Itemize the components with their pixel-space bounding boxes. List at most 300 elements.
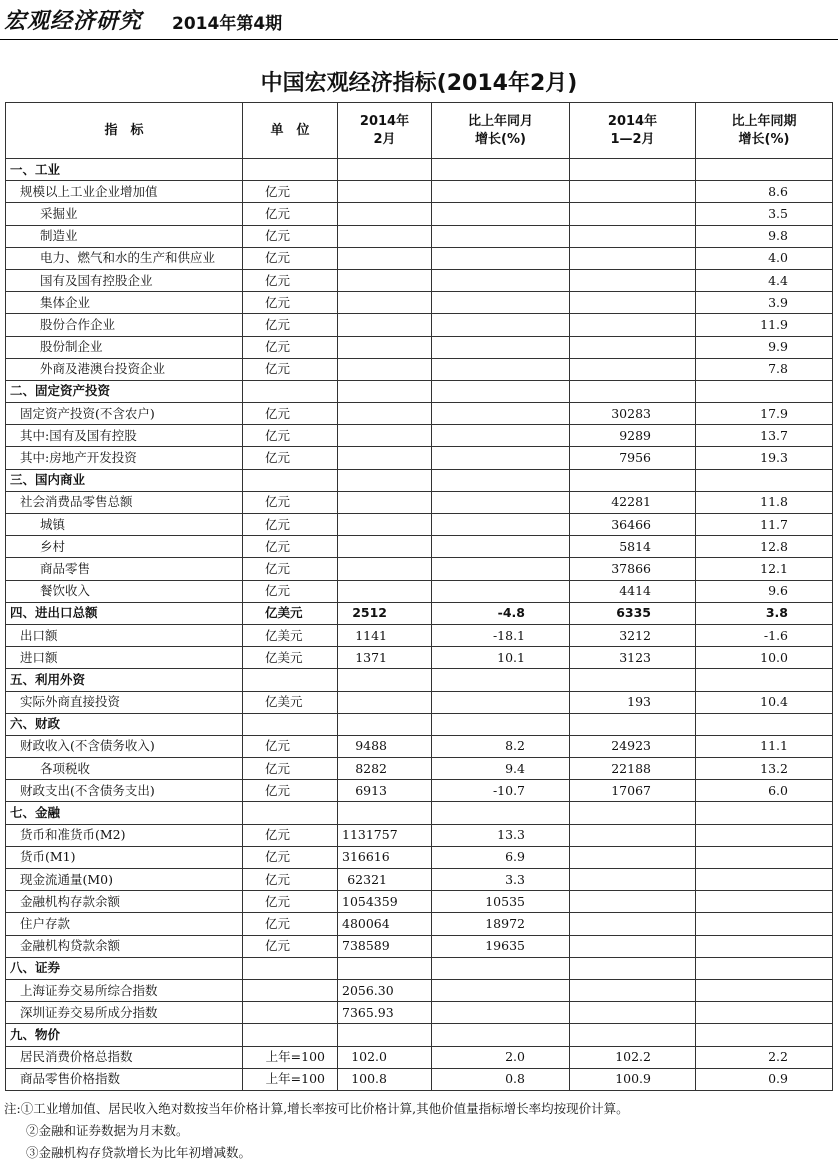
cumulative-value-cell: 9289 bbox=[570, 425, 696, 447]
unit-cell: 亿元 bbox=[243, 580, 338, 602]
table-row bbox=[6, 247, 833, 269]
month-yoy-cell: 3.3 bbox=[432, 869, 570, 891]
cumulative-value-cell bbox=[570, 869, 696, 891]
month-value-cell bbox=[338, 802, 432, 824]
cumulative-value-cell bbox=[570, 358, 696, 380]
page-header bbox=[0, 0, 838, 40]
indicator-cell: 六、财政 bbox=[6, 713, 243, 735]
unit-cell: 亿元 bbox=[243, 247, 338, 269]
cumulative-value-cell bbox=[570, 802, 696, 824]
cumulative-value-cell bbox=[570, 159, 696, 181]
table-row bbox=[6, 225, 833, 247]
notes bbox=[4, 1098, 834, 1164]
unit-cell bbox=[243, 669, 338, 691]
indicator-cell: 外商及港澳台投资企业 bbox=[6, 358, 243, 380]
indicator-cell: 居民消费价格总指数 bbox=[6, 1046, 243, 1068]
note-1: 注:①工业增加值、居民收入绝对数按当年价格计算,增长率按可比价格计算,其他价值量指标增长率均按现价计算。 bbox=[4, 1101, 629, 1116]
table-row bbox=[6, 824, 833, 846]
cumulative-yoy-cell: 9.8 bbox=[696, 225, 833, 247]
cumulative-value-cell: 42281 bbox=[570, 491, 696, 513]
indicator-cell: 各项税收 bbox=[6, 758, 243, 780]
col-header-indicator: 指 标 bbox=[6, 103, 243, 159]
indicator-cell: 国有及国有控股企业 bbox=[6, 269, 243, 291]
indicator-cell: 二、固定资产投资 bbox=[6, 380, 243, 402]
cumulative-value-cell bbox=[570, 314, 696, 336]
cumulative-value-cell: 17067 bbox=[570, 780, 696, 802]
month-value-cell bbox=[338, 558, 432, 580]
cumulative-yoy-cell bbox=[696, 802, 833, 824]
month-yoy-cell bbox=[432, 247, 570, 269]
cumulative-yoy-cell: 17.9 bbox=[696, 403, 833, 425]
month-value-cell bbox=[338, 203, 432, 225]
section-row bbox=[6, 602, 833, 624]
unit-cell: 亿元 bbox=[243, 846, 338, 868]
month-value-cell bbox=[338, 580, 432, 602]
indicator-cell: 上海证券交易所综合指数 bbox=[6, 979, 243, 1001]
month-yoy-cell bbox=[432, 447, 570, 469]
unit-cell: 亿元 bbox=[243, 891, 338, 913]
unit-cell bbox=[243, 802, 338, 824]
month-yoy-cell: 8.2 bbox=[432, 735, 570, 757]
cumulative-yoy-cell: 10.0 bbox=[696, 647, 833, 669]
cumulative-yoy-cell: 11.8 bbox=[696, 491, 833, 513]
table-row bbox=[6, 913, 833, 935]
month-value-cell: 100.8 bbox=[338, 1068, 432, 1090]
cumulative-yoy-cell bbox=[696, 380, 833, 402]
table-row bbox=[6, 935, 833, 957]
unit-cell: 上年=100 bbox=[243, 1068, 338, 1090]
cumulative-value-cell: 24923 bbox=[570, 735, 696, 757]
note-3: ③金融机构存贷款增长为比年初增减数。 bbox=[26, 1145, 252, 1160]
table-row bbox=[6, 558, 833, 580]
unit-cell: 亿元 bbox=[243, 225, 338, 247]
table-row bbox=[6, 580, 833, 602]
cumulative-value-cell bbox=[570, 957, 696, 979]
month-yoy-cell bbox=[432, 802, 570, 824]
month-yoy-cell bbox=[432, 159, 570, 181]
month-yoy-cell bbox=[432, 669, 570, 691]
month-yoy-cell bbox=[432, 425, 570, 447]
month-value-cell bbox=[338, 1024, 432, 1046]
header-row bbox=[6, 103, 833, 159]
month-value-cell bbox=[338, 469, 432, 491]
cumulative-value-cell: 7956 bbox=[570, 447, 696, 469]
table-row bbox=[6, 425, 833, 447]
indicator-cell: 货币和准货币(M2) bbox=[6, 824, 243, 846]
journal-name: 宏观经济研究 bbox=[4, 8, 143, 34]
unit-cell bbox=[243, 957, 338, 979]
month-value-cell bbox=[338, 514, 432, 536]
cumulative-yoy-cell: 9.6 bbox=[696, 580, 833, 602]
cumulative-value-cell bbox=[570, 1024, 696, 1046]
cumulative-value-cell bbox=[570, 247, 696, 269]
unit-cell bbox=[243, 713, 338, 735]
indicator-cell: 其中:房地产开发投资 bbox=[6, 447, 243, 469]
cumulative-yoy-cell bbox=[696, 159, 833, 181]
table-row bbox=[6, 780, 833, 802]
cumulative-yoy-cell: 11.7 bbox=[696, 514, 833, 536]
unit-cell bbox=[243, 380, 338, 402]
cumulative-value-cell bbox=[570, 469, 696, 491]
cumulative-yoy-cell: 4.4 bbox=[696, 269, 833, 291]
indicator-cell: 深圳证券交易所成分指数 bbox=[6, 1002, 243, 1024]
month-yoy-cell bbox=[432, 514, 570, 536]
month-value-cell: 1131757 bbox=[338, 824, 432, 846]
header-rule bbox=[0, 39, 838, 40]
cumulative-yoy-cell: 13.2 bbox=[696, 758, 833, 780]
month-value-cell: 480064 bbox=[338, 913, 432, 935]
cumulative-value-cell bbox=[570, 292, 696, 314]
unit-cell: 亿元 bbox=[243, 314, 338, 336]
unit-cell: 亿元 bbox=[243, 913, 338, 935]
issue-label: 2014年第4期 bbox=[172, 14, 283, 34]
unit-cell bbox=[243, 469, 338, 491]
cumulative-value-cell bbox=[570, 846, 696, 868]
unit-cell bbox=[243, 1002, 338, 1024]
cumulative-value-cell: 100.9 bbox=[570, 1068, 696, 1090]
month-yoy-cell bbox=[432, 979, 570, 1001]
month-value-cell bbox=[338, 225, 432, 247]
month-yoy-cell: 13.3 bbox=[432, 824, 570, 846]
indicator-cell: 商品零售 bbox=[6, 558, 243, 580]
cumulative-value-cell: 36466 bbox=[570, 514, 696, 536]
month-value-cell bbox=[338, 336, 432, 358]
table-row bbox=[6, 292, 833, 314]
indicator-cell: 集体企业 bbox=[6, 292, 243, 314]
unit-cell bbox=[243, 1024, 338, 1046]
table-row bbox=[6, 403, 833, 425]
cumulative-value-cell bbox=[570, 1002, 696, 1024]
unit-cell: 亿元 bbox=[243, 935, 338, 957]
cumulative-yoy-cell: -1.6 bbox=[696, 624, 833, 646]
month-yoy-cell: 18972 bbox=[432, 913, 570, 935]
indicator-cell: 规模以上工业企业增加值 bbox=[6, 181, 243, 203]
cumulative-yoy-cell bbox=[696, 824, 833, 846]
month-value-cell bbox=[338, 181, 432, 203]
table-row bbox=[6, 979, 833, 1001]
month-value-cell: 1054359 bbox=[338, 891, 432, 913]
month-yoy-cell bbox=[432, 269, 570, 291]
month-yoy-cell bbox=[432, 358, 570, 380]
indicator-cell: 货币(M1) bbox=[6, 846, 243, 868]
cumulative-value-cell bbox=[570, 913, 696, 935]
cumulative-value-cell bbox=[570, 824, 696, 846]
month-yoy-cell bbox=[432, 225, 570, 247]
month-value-cell bbox=[338, 159, 432, 181]
section-row bbox=[6, 159, 833, 181]
cumulative-yoy-cell bbox=[696, 669, 833, 691]
month-yoy-cell bbox=[432, 469, 570, 491]
cumulative-yoy-cell bbox=[696, 935, 833, 957]
note-2: ②金融和证券数据为月末数。 bbox=[26, 1123, 189, 1138]
month-value-cell: 2056.30 bbox=[338, 979, 432, 1001]
month-yoy-cell bbox=[432, 403, 570, 425]
indicator-cell: 制造业 bbox=[6, 225, 243, 247]
unit-cell: 亿美元 bbox=[243, 691, 338, 713]
unit-cell: 亿元 bbox=[243, 558, 338, 580]
cumulative-yoy-cell: 9.9 bbox=[696, 336, 833, 358]
cumulative-value-cell bbox=[570, 979, 696, 1001]
table-row bbox=[6, 758, 833, 780]
month-yoy-cell bbox=[432, 203, 570, 225]
month-value-cell bbox=[338, 713, 432, 735]
table-row bbox=[6, 735, 833, 757]
table-row bbox=[6, 491, 833, 513]
month-yoy-cell: 19635 bbox=[432, 935, 570, 957]
table-row bbox=[6, 869, 833, 891]
indicator-cell: 电力、燃气和水的生产和供应业 bbox=[6, 247, 243, 269]
cumulative-yoy-cell bbox=[696, 979, 833, 1001]
indicator-cell: 金融机构贷款余额 bbox=[6, 935, 243, 957]
month-yoy-cell bbox=[432, 380, 570, 402]
cumulative-yoy-cell: 12.1 bbox=[696, 558, 833, 580]
month-yoy-cell: 0.8 bbox=[432, 1068, 570, 1090]
indicator-cell: 五、利用外资 bbox=[6, 669, 243, 691]
month-value-cell bbox=[338, 691, 432, 713]
cumulative-yoy-cell: 3.5 bbox=[696, 203, 833, 225]
month-value-cell bbox=[338, 536, 432, 558]
section-row bbox=[6, 957, 833, 979]
col-header-unit: 单 位 bbox=[243, 103, 338, 159]
unit-cell: 亿元 bbox=[243, 447, 338, 469]
cumulative-yoy-cell: 8.6 bbox=[696, 181, 833, 203]
cumulative-yoy-cell: 4.0 bbox=[696, 247, 833, 269]
indicator-cell: 餐饮收入 bbox=[6, 580, 243, 602]
cumulative-value-cell bbox=[570, 336, 696, 358]
table-row bbox=[6, 336, 833, 358]
unit-cell: 亿元 bbox=[243, 491, 338, 513]
unit-cell: 亿美元 bbox=[243, 647, 338, 669]
table-row bbox=[6, 846, 833, 868]
cumulative-yoy-cell bbox=[696, 713, 833, 735]
unit-cell: 亿元 bbox=[243, 780, 338, 802]
section-row bbox=[6, 469, 833, 491]
indicator-cell: 财政收入(不含债务收入) bbox=[6, 735, 243, 757]
month-value-cell bbox=[338, 669, 432, 691]
table-row bbox=[6, 647, 833, 669]
col-header-cumulative: 2014年 1—2月 bbox=[570, 103, 696, 159]
month-value-cell: 102.0 bbox=[338, 1046, 432, 1068]
table-row bbox=[6, 624, 833, 646]
cumulative-yoy-cell: 3.9 bbox=[696, 292, 833, 314]
indicator-cell: 出口额 bbox=[6, 624, 243, 646]
cumulative-value-cell bbox=[570, 203, 696, 225]
cumulative-yoy-cell: 13.7 bbox=[696, 425, 833, 447]
cumulative-yoy-cell bbox=[696, 1002, 833, 1024]
indicator-cell: 现金流通量(M0) bbox=[6, 869, 243, 891]
section-row bbox=[6, 380, 833, 402]
table-row bbox=[6, 181, 833, 203]
month-value-cell bbox=[338, 491, 432, 513]
month-value-cell: 1371 bbox=[338, 647, 432, 669]
unit-cell: 亿元 bbox=[243, 514, 338, 536]
month-yoy-cell: 10535 bbox=[432, 891, 570, 913]
unit-cell: 上年=100 bbox=[243, 1046, 338, 1068]
month-yoy-cell: -4.8 bbox=[432, 602, 570, 624]
indicator-cell: 金融机构存款余额 bbox=[6, 891, 243, 913]
month-yoy-cell: 2.0 bbox=[432, 1046, 570, 1068]
table-row bbox=[6, 514, 833, 536]
table-row bbox=[6, 891, 833, 913]
month-yoy-cell: 6.9 bbox=[432, 846, 570, 868]
section-row bbox=[6, 713, 833, 735]
month-yoy-cell bbox=[432, 580, 570, 602]
month-yoy-cell: -18.1 bbox=[432, 624, 570, 646]
unit-cell: 亿元 bbox=[243, 358, 338, 380]
unit-cell: 亿元 bbox=[243, 735, 338, 757]
month-value-cell: 9488 bbox=[338, 735, 432, 757]
cumulative-yoy-cell: 19.3 bbox=[696, 447, 833, 469]
unit-cell: 亿美元 bbox=[243, 624, 338, 646]
indicator-cell: 住户存款 bbox=[6, 913, 243, 935]
month-value-cell bbox=[338, 380, 432, 402]
col-header-month-yoy: 比上年同月 增长(%) bbox=[432, 103, 570, 159]
month-yoy-cell bbox=[432, 181, 570, 203]
month-value-cell: 738589 bbox=[338, 935, 432, 957]
cumulative-value-cell: 6335 bbox=[570, 602, 696, 624]
month-value-cell bbox=[338, 269, 432, 291]
table-row bbox=[6, 1002, 833, 1024]
indicator-cell: 城镇 bbox=[6, 514, 243, 536]
month-value-cell: 8282 bbox=[338, 758, 432, 780]
cumulative-yoy-cell: 3.8 bbox=[696, 602, 833, 624]
cumulative-value-cell: 193 bbox=[570, 691, 696, 713]
unit-cell: 亿元 bbox=[243, 536, 338, 558]
cumulative-yoy-cell: 12.8 bbox=[696, 536, 833, 558]
month-value-cell bbox=[338, 292, 432, 314]
section-row bbox=[6, 802, 833, 824]
month-yoy-cell bbox=[432, 536, 570, 558]
cumulative-value-cell bbox=[570, 225, 696, 247]
month-value-cell: 6913 bbox=[338, 780, 432, 802]
table-row bbox=[6, 203, 833, 225]
month-value-cell bbox=[338, 358, 432, 380]
cumulative-value-cell: 37866 bbox=[570, 558, 696, 580]
table-row bbox=[6, 269, 833, 291]
month-value-cell bbox=[338, 957, 432, 979]
cumulative-yoy-cell bbox=[696, 869, 833, 891]
month-yoy-cell bbox=[432, 558, 570, 580]
indicator-cell: 一、工业 bbox=[6, 159, 243, 181]
month-value-cell bbox=[338, 447, 432, 469]
table-row bbox=[6, 536, 833, 558]
indicator-cell: 采掘业 bbox=[6, 203, 243, 225]
cumulative-value-cell bbox=[570, 181, 696, 203]
indicator-cell: 八、证券 bbox=[6, 957, 243, 979]
unit-cell: 亿元 bbox=[243, 292, 338, 314]
unit-cell: 亿元 bbox=[243, 336, 338, 358]
table-row bbox=[6, 358, 833, 380]
month-yoy-cell bbox=[432, 314, 570, 336]
month-yoy-cell bbox=[432, 336, 570, 358]
cumulative-value-cell bbox=[570, 713, 696, 735]
indicator-cell: 股份制企业 bbox=[6, 336, 243, 358]
cumulative-yoy-cell bbox=[696, 957, 833, 979]
month-value-cell bbox=[338, 425, 432, 447]
cumulative-yoy-cell: 2.2 bbox=[696, 1046, 833, 1068]
cumulative-value-cell: 30283 bbox=[570, 403, 696, 425]
indicator-cell: 社会消费品零售总额 bbox=[6, 491, 243, 513]
cumulative-yoy-cell: 0.9 bbox=[696, 1068, 833, 1090]
month-yoy-cell bbox=[432, 691, 570, 713]
indicator-cell: 进口额 bbox=[6, 647, 243, 669]
col-header-cumulative-yoy: 比上年同期 增长(%) bbox=[696, 103, 833, 159]
indicator-cell: 实际外商直接投资 bbox=[6, 691, 243, 713]
cumulative-value-cell: 3212 bbox=[570, 624, 696, 646]
month-yoy-cell bbox=[432, 713, 570, 735]
indicator-cell: 股份合作企业 bbox=[6, 314, 243, 336]
month-yoy-cell: 9.4 bbox=[432, 758, 570, 780]
cumulative-value-cell bbox=[570, 669, 696, 691]
month-yoy-cell bbox=[432, 491, 570, 513]
indicator-cell: 财政支出(不含债务支出) bbox=[6, 780, 243, 802]
col-header-month: 2014年 2月 bbox=[338, 103, 432, 159]
cumulative-yoy-cell: 6.0 bbox=[696, 780, 833, 802]
unit-cell: 亿元 bbox=[243, 403, 338, 425]
unit-cell: 亿元 bbox=[243, 869, 338, 891]
month-value-cell: 1141 bbox=[338, 624, 432, 646]
month-yoy-cell: -10.7 bbox=[432, 780, 570, 802]
cumulative-value-cell: 22188 bbox=[570, 758, 696, 780]
month-yoy-cell: 10.1 bbox=[432, 647, 570, 669]
table-title: 中国宏观经济指标(2014年2月) bbox=[260, 71, 578, 96]
month-yoy-cell bbox=[432, 1002, 570, 1024]
section-row bbox=[6, 1024, 833, 1046]
table-row bbox=[6, 691, 833, 713]
month-value-cell: 316616 bbox=[338, 846, 432, 868]
unit-cell bbox=[243, 159, 338, 181]
month-yoy-cell bbox=[432, 1024, 570, 1046]
table-row bbox=[6, 447, 833, 469]
table-row bbox=[6, 1046, 833, 1068]
cumulative-value-cell: 3123 bbox=[570, 647, 696, 669]
cumulative-yoy-cell: 10.4 bbox=[696, 691, 833, 713]
month-value-cell: 7365.93 bbox=[338, 1002, 432, 1024]
cumulative-value-cell bbox=[570, 891, 696, 913]
table-body bbox=[6, 159, 833, 1091]
cumulative-value-cell: 102.2 bbox=[570, 1046, 696, 1068]
unit-cell: 亿元 bbox=[243, 269, 338, 291]
cumulative-yoy-cell: 7.8 bbox=[696, 358, 833, 380]
unit-cell: 亿元 bbox=[243, 824, 338, 846]
month-value-cell bbox=[338, 247, 432, 269]
month-value-cell: 62321 bbox=[338, 869, 432, 891]
cumulative-value-cell: 4414 bbox=[570, 580, 696, 602]
month-yoy-cell bbox=[432, 957, 570, 979]
unit-cell: 亿元 bbox=[243, 425, 338, 447]
cumulative-yoy-cell bbox=[696, 891, 833, 913]
month-value-cell bbox=[338, 403, 432, 425]
cumulative-yoy-cell: 11.9 bbox=[696, 314, 833, 336]
indicator-table bbox=[5, 102, 833, 1091]
cumulative-value-cell: 5814 bbox=[570, 536, 696, 558]
section-row bbox=[6, 669, 833, 691]
table-row bbox=[6, 314, 833, 336]
indicator-cell: 其中:国有及国有控股 bbox=[6, 425, 243, 447]
cumulative-value-cell bbox=[570, 935, 696, 957]
cumulative-yoy-cell bbox=[696, 846, 833, 868]
unit-cell: 亿元 bbox=[243, 758, 338, 780]
unit-cell: 亿元 bbox=[243, 181, 338, 203]
cumulative-yoy-cell bbox=[696, 469, 833, 491]
month-value-cell bbox=[338, 314, 432, 336]
indicator-cell: 九、物价 bbox=[6, 1024, 243, 1046]
cumulative-value-cell bbox=[570, 380, 696, 402]
indicator-cell: 三、国内商业 bbox=[6, 469, 243, 491]
unit-cell: 亿美元 bbox=[243, 602, 338, 624]
indicator-cell: 商品零售价格指数 bbox=[6, 1068, 243, 1090]
unit-cell: 亿元 bbox=[243, 203, 338, 225]
